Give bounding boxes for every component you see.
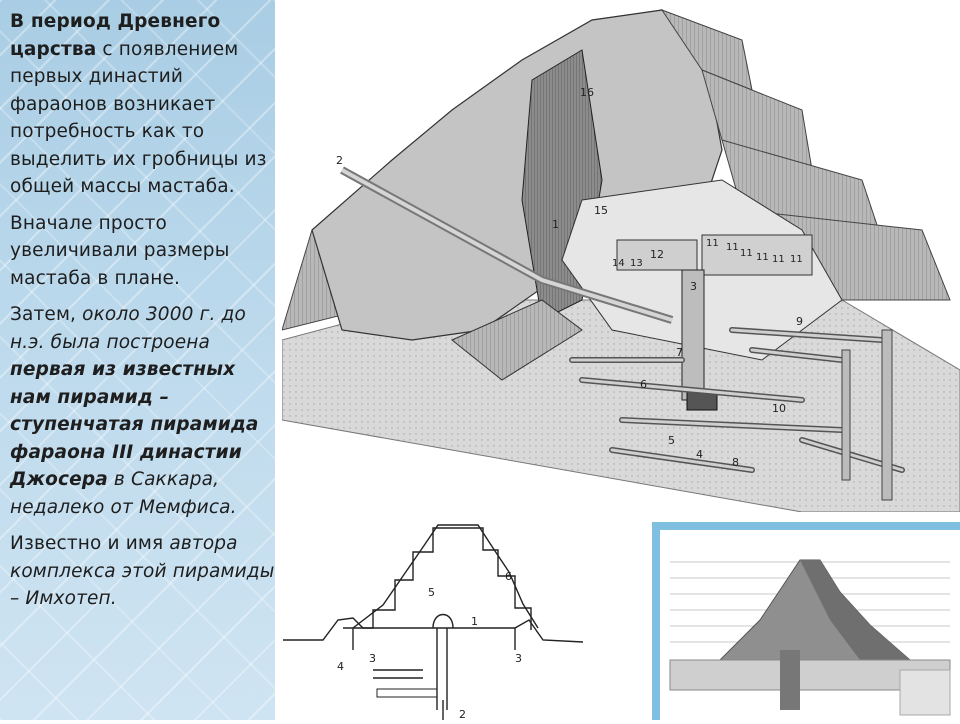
- section-label-1: 1: [471, 615, 478, 628]
- label-2: 2: [336, 154, 343, 167]
- paragraph-3-italic-2: в Саккара, недалеко от Мемфиса.: [10, 469, 237, 518]
- label-15: 15: [594, 204, 608, 217]
- pyramid-photo-frame: [652, 522, 960, 720]
- paragraph-2: Вначале просто увеличивали размеры мастаба в плане.: [10, 212, 230, 289]
- label-16: 16: [580, 86, 594, 99]
- section-label-2: 2: [459, 708, 466, 720]
- label-11: 11: [706, 238, 719, 249]
- section-label-5: 5: [428, 586, 435, 599]
- paragraph-4: [10, 530, 278, 613]
- section-label-6: 6: [505, 570, 512, 583]
- label-11b: 11: [726, 242, 739, 253]
- label-9: 9: [796, 315, 803, 328]
- label-12: 12: [650, 248, 664, 261]
- label-11d: 11: [756, 252, 769, 263]
- paragraph-3: [10, 301, 278, 521]
- paragraph-3-bold-italic: первая из известных нам пирамид – ступенчатая пирамида фараона III династии Джосера: [10, 359, 259, 490]
- pyramid-cross-section: [283, 510, 583, 720]
- label-5: 5: [668, 434, 675, 447]
- label-6: 6: [640, 378, 647, 391]
- label-11c: 11: [740, 248, 753, 259]
- paragraph-4-italic: автора комплекса этой пирамиды – Имхотеп.: [10, 533, 275, 609]
- paragraph-4-plain: Известно и имя: [10, 533, 170, 554]
- label-10: 10: [772, 402, 786, 415]
- label-4: 4: [696, 448, 703, 461]
- section-label-3b: 3: [515, 652, 522, 665]
- paragraph-3-italic: около 3000 г. до н.э. была построена: [10, 304, 246, 353]
- paragraph-1-bold: В период Древнего царства: [10, 11, 221, 60]
- section-label-3a: 3: [369, 652, 376, 665]
- paragraph-1-rest: с появлением первых династий фараонов возникает потребность как то выделить их гробницы из общей массы мастаба.: [10, 38, 267, 197]
- label-13: 13: [630, 258, 643, 269]
- label-3: 3: [690, 280, 697, 293]
- label-11e: 11: [772, 254, 785, 265]
- text-panel: [0, 0, 275, 720]
- paragraph-3-plain: Затем,: [10, 304, 83, 325]
- section-label-4: 4: [337, 660, 344, 673]
- label-14: 14: [612, 258, 625, 269]
- paragraph-1: [10, 8, 278, 201]
- pyramid-cutaway-illustration: [282, 0, 960, 512]
- description-text: [10, 8, 278, 622]
- label-8: 8: [732, 456, 739, 469]
- label-1: 1: [552, 218, 559, 231]
- label-11f: 11: [790, 254, 803, 265]
- label-7: 7: [676, 346, 683, 359]
- pyramid-photo: [660, 530, 960, 720]
- pyramid-photo-image: [660, 530, 960, 720]
